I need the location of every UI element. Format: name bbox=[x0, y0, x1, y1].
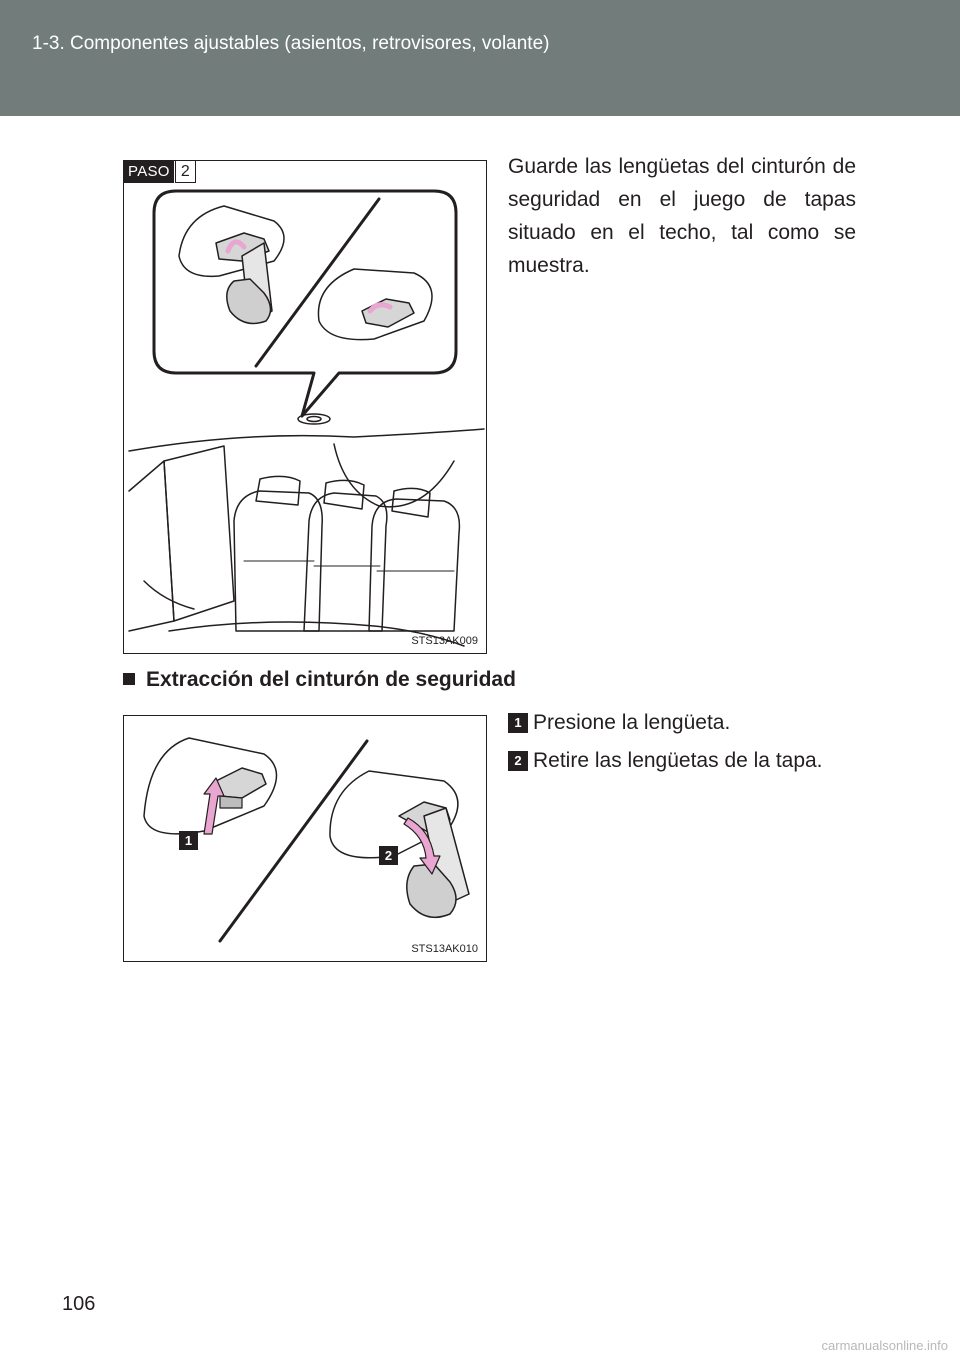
step-number-badge: 2 bbox=[508, 751, 528, 771]
section-heading bbox=[123, 668, 516, 692]
figure-code: STS13AK010 bbox=[411, 943, 478, 955]
list-item bbox=[508, 706, 856, 739]
step-label bbox=[123, 160, 196, 183]
figure-badge-1: 1 bbox=[179, 831, 198, 850]
section-heading-text: Extracción del cinturón de seguridad bbox=[146, 668, 516, 691]
step-text: Retire las lengüetas de la tapa. bbox=[533, 749, 823, 772]
step-text: Presione la lengüeta. bbox=[533, 711, 731, 734]
step-label-number: 2 bbox=[175, 160, 196, 183]
watermark: carmanualsonline.info bbox=[821, 1338, 948, 1353]
page-number: 106 bbox=[62, 1293, 96, 1315]
list-item bbox=[508, 744, 856, 777]
figure-remove-tongues bbox=[123, 715, 487, 962]
figure-rear-seats-ceiling-cover bbox=[123, 160, 487, 654]
figure-code: STS13AK009 bbox=[411, 635, 478, 647]
step-label-word: PASO bbox=[123, 160, 174, 183]
step-instruction-text: Guarde las lengüetas del cinturón de seguridad en el juego de tapas situado en el techo, tal como se muestra. bbox=[508, 155, 856, 277]
square-bullet-icon bbox=[123, 673, 135, 685]
section-title: 1-3. Componentes ajustables (asientos, retrovisores, volante) bbox=[32, 33, 550, 54]
seat-belt-ceiling-illustration bbox=[124, 161, 486, 653]
figure-badge-2: 2 bbox=[379, 846, 398, 865]
step-number-badge: 1 bbox=[508, 713, 528, 733]
page-header bbox=[0, 0, 960, 116]
